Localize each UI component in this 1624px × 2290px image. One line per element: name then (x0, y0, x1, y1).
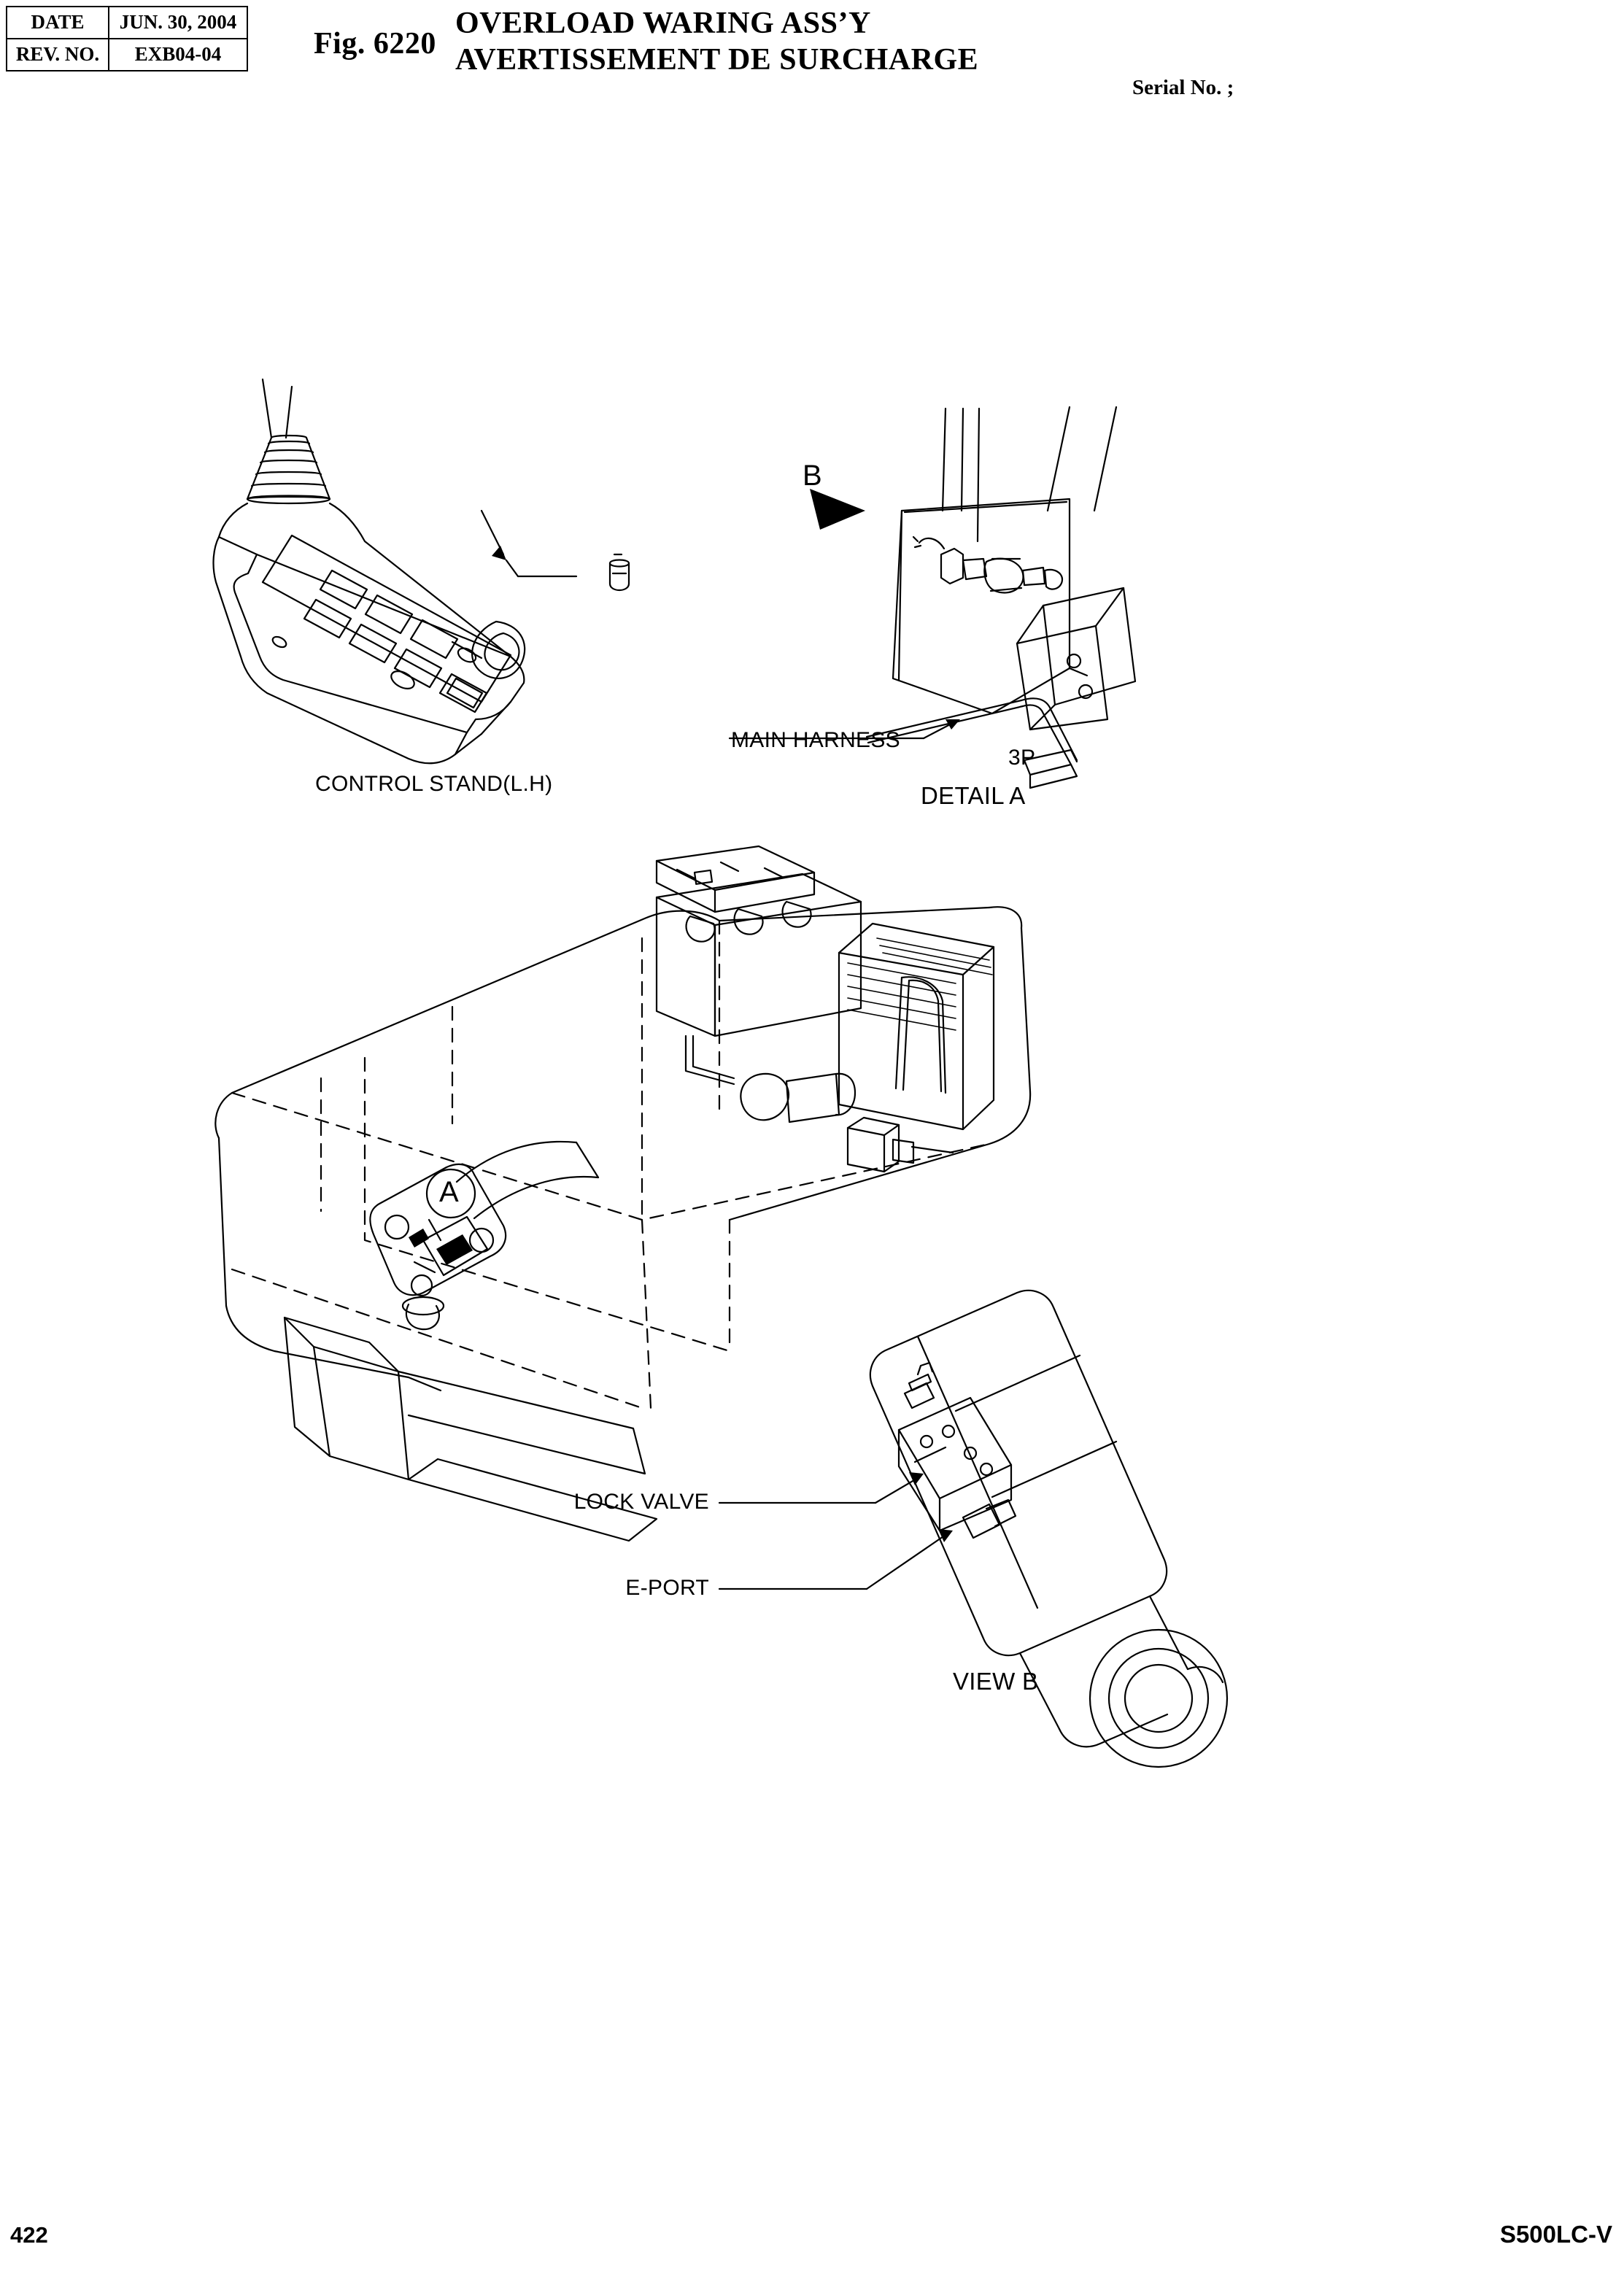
figure-title-french: AVERTISSEMENT DE SURCHARGE (455, 43, 979, 77)
serial-number-label: Serial No. ; (1132, 76, 1234, 99)
machine-frame-illustration (215, 846, 1030, 1541)
page-number: 422 (10, 2222, 48, 2248)
date-value: JUN. 30, 2004 (109, 7, 247, 39)
caption-main-harness: MAIN HARNESS (731, 728, 900, 752)
view-b-illustration (719, 1291, 1227, 1767)
caption-lock-valve: LOCK VALVE (573, 1490, 709, 1514)
caption-detail-a: DETAIL A (921, 782, 1026, 809)
model-number: S500LC-V (1499, 2221, 1612, 2248)
caption-view-b: VIEW B (953, 1668, 1039, 1695)
figure-number: Fig. 6220 (314, 27, 436, 61)
caption-3p: 3P (1008, 746, 1036, 770)
engine-assembly (657, 846, 994, 1172)
control-stand-illustration (214, 379, 629, 763)
marker-b-label: B (803, 460, 822, 492)
marker-a-label: A (439, 1176, 459, 1208)
revision-label: REV. NO. (7, 39, 109, 71)
figure-title-english: OVERLOAD WARING ASS’Y (455, 7, 871, 40)
caption-e-port: E-PORT (625, 1576, 709, 1600)
date-label: DATE (7, 7, 109, 39)
revision-value: EXB04-04 (109, 39, 247, 71)
caption-control-stand: CONTROL STAND(L.H) (315, 772, 553, 796)
switch-lamp-part (610, 554, 629, 590)
